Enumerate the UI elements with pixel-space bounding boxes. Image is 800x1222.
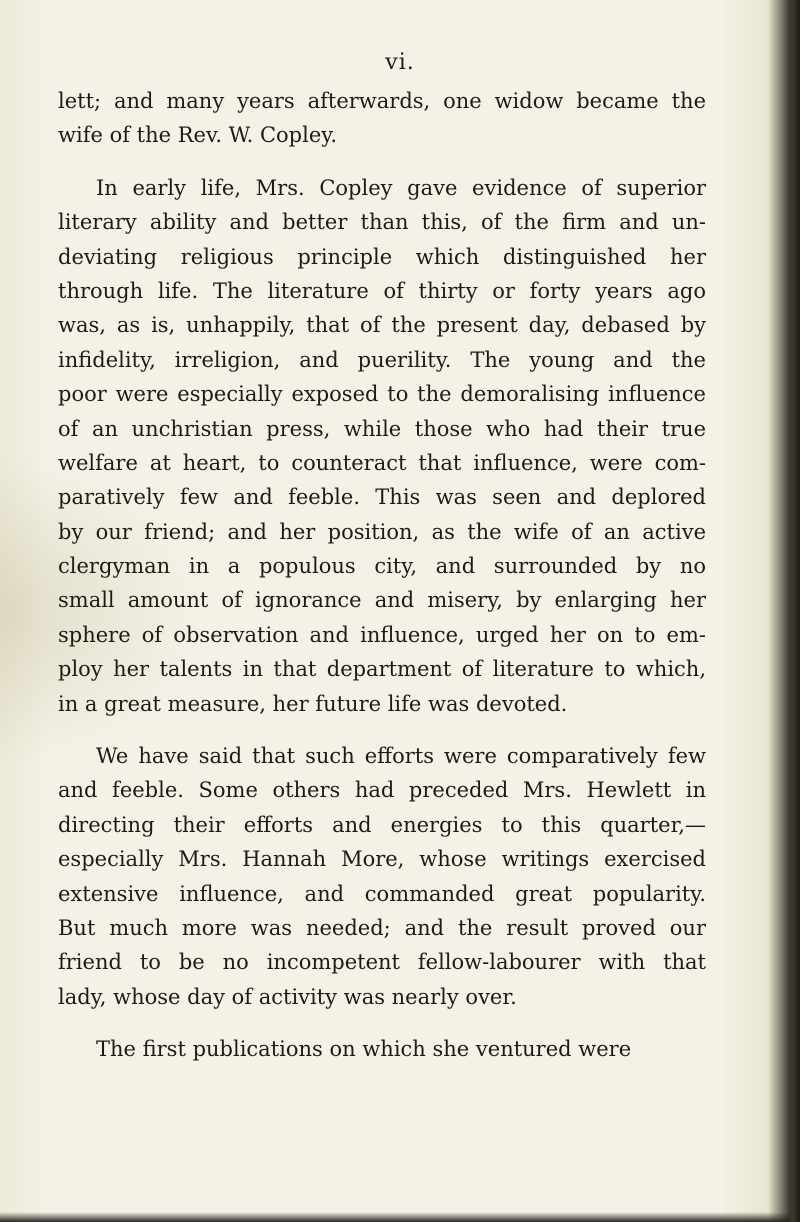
text-line: lett; and many years afterwards, one widow became the — [58, 89, 706, 113]
text-line: especially Mrs. Hannah More, whose writings exercised — [58, 847, 706, 872]
text-line: small amount of ignorance and misery, by enlarging her — [58, 588, 706, 613]
text-line: deviating religious principle which distinguished her — [58, 244, 706, 269]
text-line: clergyman in a populous city, and surrounded by no — [58, 554, 706, 579]
text-line: In early life, Mrs. Copley gave evidence of superior — [96, 175, 706, 200]
text-line: through life. The literature of thirty or forty years ago — [58, 278, 706, 303]
text-line: The first publications on which she ventured were — [96, 1037, 632, 1062]
text-line: ploy her talents in that department of literature to which, — [58, 657, 706, 682]
text-line: literary ability and better than this, of the firm and un- — [58, 210, 706, 235]
text-line: by our friend; and her position, as the wife of an active — [58, 519, 706, 544]
text-line: But much more was needed; and the result proved our — [58, 915, 706, 940]
text-line: wife of the Rev. W. Copley. — [58, 123, 337, 148]
text-line: paratively few and feeble. This was seen and deplored — [58, 485, 706, 510]
page-number: vi. — [385, 50, 415, 75]
text-line: directing their efforts and energies to this quarter,— — [58, 812, 706, 837]
text-line: extensive influence, and commanded great popularity. — [58, 881, 706, 906]
text-line: sphere of observation and influence, urged her on to em- — [58, 622, 706, 647]
text-line: of an unchristian press, while those who had their true — [58, 416, 706, 441]
page-bottom-edge — [0, 1212, 790, 1222]
text-line: infidelity, irreligion, and puerility. The young and the — [58, 347, 706, 372]
page-edge-shadow — [786, 0, 800, 1222]
text-line: poor were especially exposed to the demoralising influence — [58, 382, 706, 407]
text-line: friend to be no incompetent fellow-labourer with that — [58, 950, 706, 975]
text-line: was, as is, unhappily, that of the present day, debased by — [58, 313, 706, 338]
text-line: lady, whose day of activity was nearly over. — [58, 984, 517, 1009]
text-line: in a great measure, her future life was devoted. — [58, 691, 568, 716]
text-line: We have said that such efforts were comparatively few — [96, 744, 706, 769]
text-line: and feeble. Some others had preceded Mrs. Hewlett in — [58, 778, 706, 803]
text-line: welfare at heart, to counteract that influence, were com- — [58, 450, 706, 475]
body-text — [58, 84, 706, 1067]
